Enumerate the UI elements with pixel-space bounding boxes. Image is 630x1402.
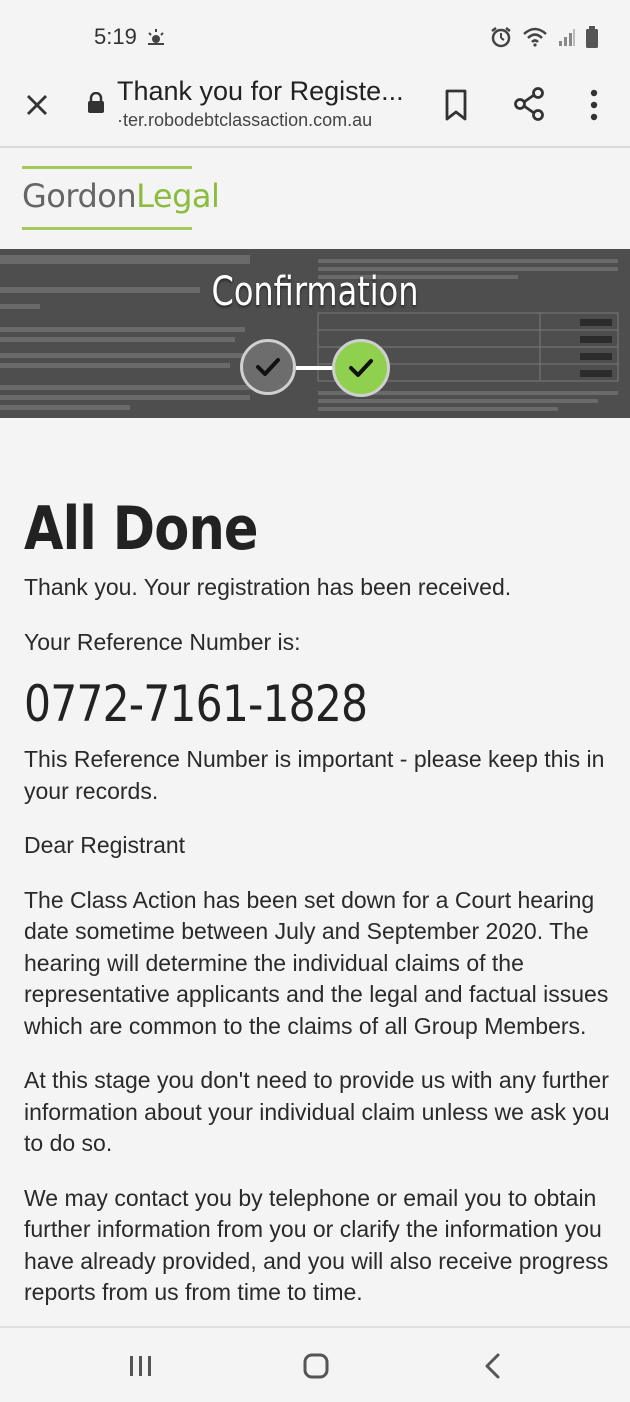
url-text[interactable]: ·ter.robodebtclassaction.com.au — [117, 110, 373, 130]
weather-icon — [146, 28, 166, 46]
system-nav-bar — [0, 1326, 630, 1402]
status-bar — [0, 0, 630, 72]
home-icon[interactable] — [302, 1352, 330, 1380]
reference-label: Your Reference Number is: — [24, 628, 301, 655]
more-options-icon[interactable] — [584, 86, 604, 124]
gordon-legal-logo[interactable] — [22, 166, 220, 230]
recent-apps-icon[interactable] — [128, 1354, 154, 1378]
alarm-icon — [490, 26, 512, 48]
hearing-paragraph: The Class Action has been set down for a Court hearing date sometime between July and September 2020. The hearing will determine the individual claims of the representative applicants and the legal and factual issues which are common to the claims of all Group Members. — [24, 886, 609, 1039]
confirmation-content — [24, 418, 614, 1309]
close-icon — [25, 93, 49, 117]
lock-icon — [87, 92, 105, 114]
page-heading: All Done — [24, 494, 258, 564]
signal-icon — [558, 27, 576, 47]
reference-number: 0772-7161-1828 — [24, 675, 368, 733]
step-2-complete — [332, 339, 390, 397]
browser-toolbar — [0, 72, 630, 148]
salutation: Dear Registrant — [24, 832, 186, 858]
wifi-icon — [522, 26, 548, 48]
back-icon[interactable] — [482, 1352, 504, 1380]
page-title[interactable]: Thank you for Registe... — [117, 76, 404, 106]
confirmation-banner — [0, 249, 630, 418]
step-1-complete — [240, 339, 296, 395]
battery-icon — [586, 26, 598, 48]
important-note: This Reference Number is important - please keep this in your records. — [24, 746, 605, 804]
logo-legal: Legal — [136, 177, 220, 215]
stage-paragraph: At this stage you don't need to provide us with any further information about your individual claim unless we ask you to do so. — [24, 1067, 610, 1156]
thanks-message: Thank you. Your registration has been received. — [24, 574, 512, 600]
close-tab-button[interactable] — [20, 88, 54, 122]
share-icon[interactable] — [512, 86, 546, 122]
contact-paragraph: We may contact you by telephone or email you to obtain further information from you or clarify the information you have already provided, and you will also receive progress reports from us from time to time. — [24, 1184, 609, 1305]
status-icons — [490, 24, 598, 50]
banner-title: Confirmation — [211, 269, 419, 315]
logo-gordon: Gordon — [22, 177, 137, 215]
checkmark-icon — [347, 356, 375, 380]
bookmark-icon[interactable] — [441, 88, 471, 122]
clock: 5:19 — [94, 24, 137, 49]
logo-text — [22, 177, 219, 215]
checkmark-icon — [254, 355, 282, 379]
